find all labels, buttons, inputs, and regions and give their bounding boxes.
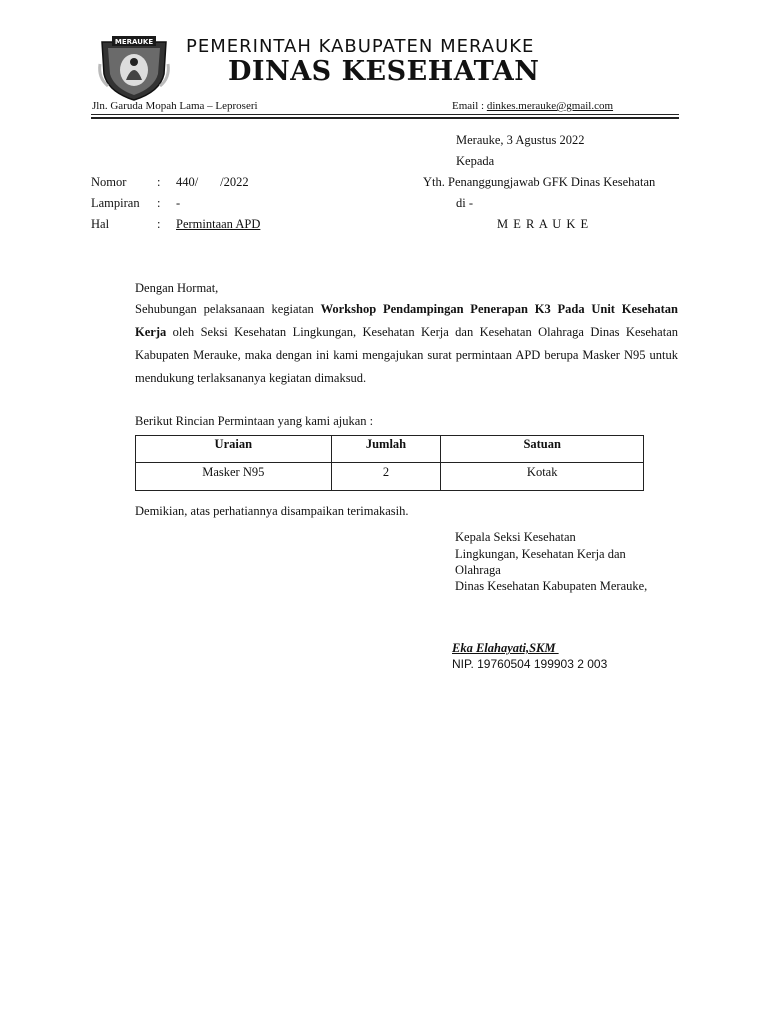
- lampiran-separator: :: [157, 196, 161, 210]
- signatory-name: Eka Elahayati,SKM: [452, 641, 559, 655]
- column-header: Uraian: [136, 436, 332, 463]
- table-cell: Masker N95: [136, 463, 332, 491]
- signatory-title-line4: Dinas Kesehatan Kabupaten Merauke,: [455, 579, 648, 593]
- lampiran-label: Lampiran: [91, 196, 140, 210]
- nomor-separator: :: [157, 175, 161, 189]
- table-header-row: [136, 436, 644, 463]
- table-row: [136, 463, 644, 491]
- nomor-label: Nomor: [91, 175, 127, 189]
- nomor-value: 440/ /2022: [176, 175, 249, 189]
- signatory-title-line1: Kepala Seksi Kesehatan: [455, 530, 576, 544]
- signatory-nip: NIP. 19760504 199903 2 003: [452, 657, 608, 671]
- government-name: PEMERINTAH KABUPATEN MERAUKE: [186, 36, 535, 57]
- office-email: [452, 100, 613, 112]
- signatory-title-line2: Lingkungan, Kesehatan Kerja dan: [455, 547, 626, 561]
- greeting: Dengan Hormat,: [135, 281, 219, 295]
- closing: Demikian, atas perhatiannya disampaikan terimakasih.: [135, 504, 409, 518]
- lampiran-value: -: [176, 196, 181, 210]
- column-header: Jumlah: [331, 436, 441, 463]
- office-address: Jln. Garuda Mopah Lama – Leproseri: [92, 100, 258, 112]
- hal-value: Permintaan APD: [176, 217, 261, 231]
- letterhead-rule-thick: [91, 117, 679, 119]
- place-date: Merauke, 3 Agustus 2022: [456, 133, 585, 147]
- department-name: DINAS KESEHATAN: [228, 56, 540, 87]
- table-intro: Berikut Rincian Permintaan yang kami ajukan :: [135, 414, 374, 428]
- event-name: Workshop Pendampingan Penerapan K3 Pada Unit Kesehatan Kerja: [135, 302, 679, 339]
- recipient: Yth. Penanggungjawab GFK Dinas Kesehatan: [423, 175, 656, 189]
- paragraph-rest: oleh Seksi Kesehatan Lingkungan, Kesehatan Kerja dan Kesehatan Olahraga Dinas Kesehatan Kabupaten Merauke, maka dengan ini kami mengajukan surat permintaan APD berupa Masker N95 untuk mendukung terlaksananya kegiatan dimaksud.: [135, 325, 678, 385]
- email-label: Email :: [452, 100, 487, 112]
- hal-separator: :: [157, 217, 161, 231]
- email-address[interactable]: dinkes.merauke@gmail.com: [486, 100, 614, 112]
- recipient-at: di -: [456, 196, 474, 210]
- signatory-title-line3: Olahraga: [455, 563, 501, 577]
- request-table: [135, 435, 644, 491]
- letterhead-rule-thin: [91, 114, 679, 115]
- table-cell: Kotak: [441, 463, 644, 491]
- hal-label: Hal: [91, 217, 110, 231]
- body-paragraph: [135, 298, 678, 390]
- recipient-city: M E R A U K E: [497, 217, 590, 231]
- merauke-regency-seal: [96, 34, 172, 102]
- column-header: Satuan: [441, 436, 644, 463]
- paragraph-intro: Sehubungan pelaksanaan kegiatan: [135, 302, 321, 316]
- table-cell: 2: [331, 463, 441, 491]
- seal-lettering: MERAUKE: [114, 38, 154, 46]
- to-label: Kepada: [456, 154, 495, 168]
